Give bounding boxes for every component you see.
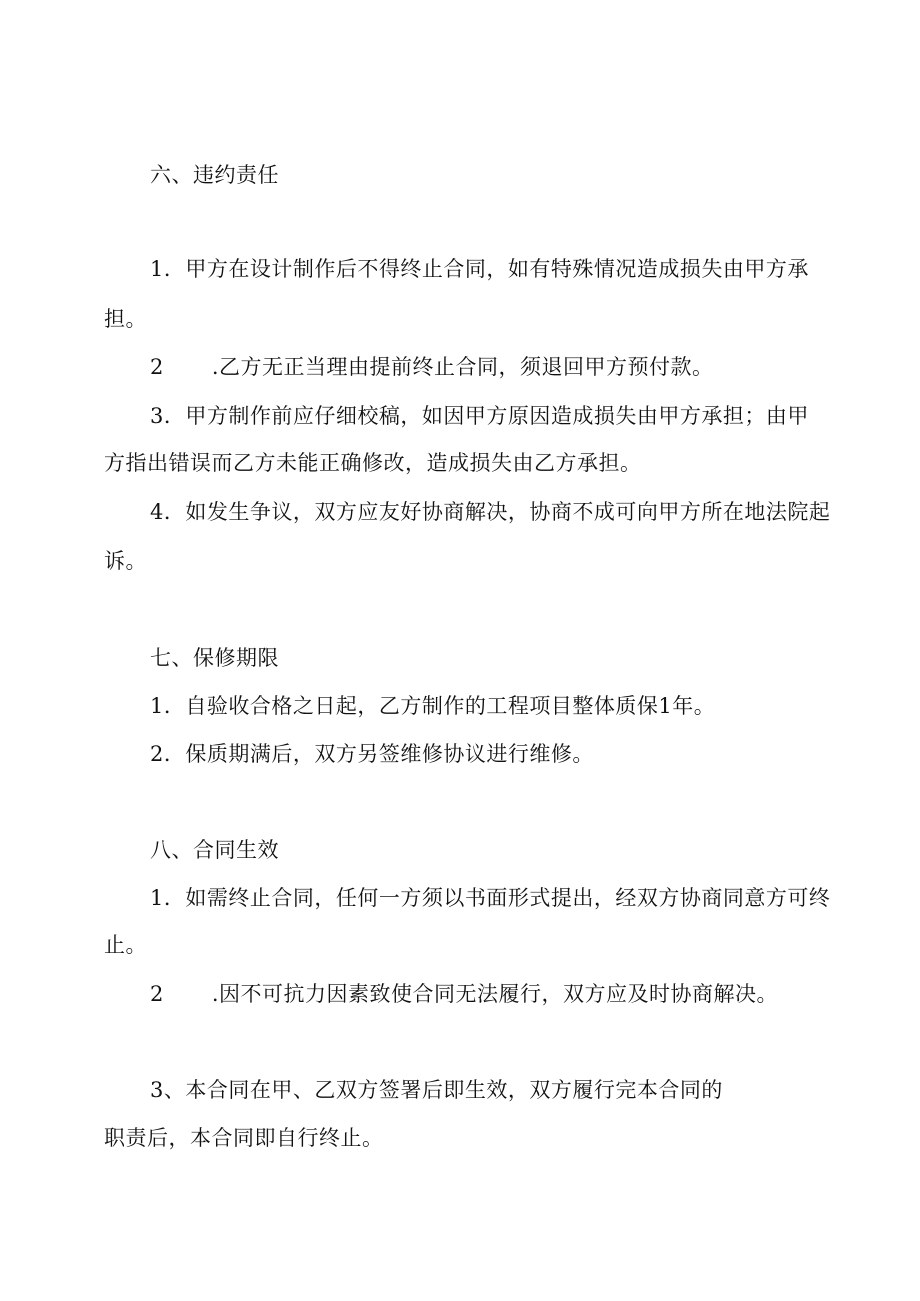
- clause-6-3-line-1: 3．甲方制作前应仔细校稿，如因甲方原因造成损失由甲方承担；由甲: [150, 404, 809, 428]
- clause-6-3-line-2: 方指出错误而乙方未能正确修改，造成损失由乙方承担。: [104, 451, 642, 475]
- clause-6-4-line-2: 诉。: [104, 549, 147, 573]
- clause-7-1: 1．自验收合格之日起，乙方制作的工程项目整体质保1年。: [150, 694, 716, 718]
- clause-6-2: [150, 352, 714, 382]
- clause-6-1-line-1: 1．甲方在设计制作后不得终止合同，如有特殊情况造成损失由甲方承: [150, 257, 809, 281]
- clause-8-1-line-2: 止。: [104, 933, 147, 957]
- section-heading-breach: 六、违约责任: [150, 163, 279, 187]
- section-heading-warranty: 七、保修期限: [150, 646, 279, 670]
- clause-8-2-text: .因不可抗力因素致使合同无法履行，双方应及时协商解决。: [211, 982, 779, 1006]
- clause-6-2-text: .乙方无正当理由提前终止合同，须退回甲方预付款。: [211, 355, 714, 379]
- clause-7-2: 2．保质期满后，双方另签维修协议进行维修。: [150, 742, 594, 766]
- section-heading-effectiveness: 八、合同生效: [150, 838, 279, 862]
- clause-6-4-line-1: 4．如发生争议，双方应友好协商解决，协商不成可向甲方所在地法院起: [150, 500, 831, 524]
- clause-6-1-line-2: 担。: [104, 307, 147, 331]
- clause-6-2-number: 2: [150, 355, 164, 379]
- clause-8-2: [150, 979, 778, 1009]
- clause-8-3-line-2: 职责后，本合同即自行终止。: [104, 1126, 384, 1150]
- clause-8-1-line-1: 1．如需终止合同，任何一方须以书面形式提出，经双方协商同意方可终: [150, 886, 831, 910]
- clause-8-3-line-1: 3、本合同在甲、乙双方签署后即生效，双方履行完本合同的: [150, 1078, 723, 1102]
- clause-8-2-number: 2: [150, 982, 164, 1006]
